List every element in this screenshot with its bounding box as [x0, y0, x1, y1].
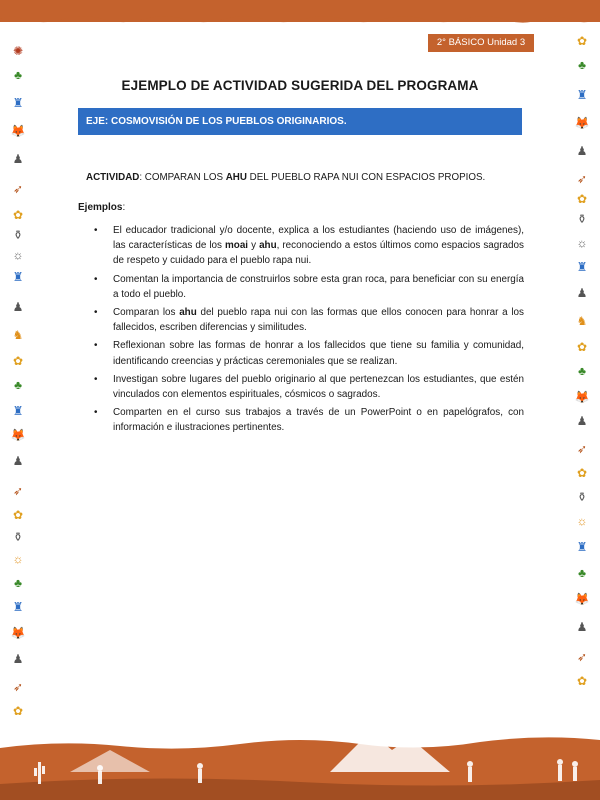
flower-icon: ✿ — [576, 340, 588, 354]
examples-label: Ejemplos — [78, 202, 123, 213]
warrior-icon: ♟ — [12, 152, 24, 166]
person-icon — [97, 765, 103, 771]
top-decorative-bar — [0, 0, 600, 22]
sun-icon: ☼ — [576, 514, 588, 528]
fox-icon: 🦊 — [10, 626, 26, 640]
warrior-icon: ♟ — [12, 454, 24, 468]
flower-icon: ✿ — [12, 208, 24, 222]
list-item-text: Reflexionan sobre las formas de honrar a los fallecidos que tiene su familia y comunidad, identificando creencias y prácticas ceremoniales que se realizan. — [113, 340, 524, 367]
sun-icon: ☼ — [576, 236, 588, 250]
bird-icon: ➶ — [12, 182, 24, 196]
figure-icon: ♣ — [14, 576, 22, 590]
list-item-text: , reconociendo a estos últimos como espacios sagrados de respeto y cuidado para el pueblo rapa nui. — [113, 240, 524, 267]
totem-icon: ♜ — [12, 600, 24, 614]
flower-icon: ✿ — [576, 674, 588, 688]
eje-heading: EJE: COSMOVISIÓN DE LOS PUEBLOS ORIGINARIOS. — [78, 108, 522, 135]
flower-icon: ✿ — [576, 34, 588, 48]
totem-icon: ♜ — [12, 404, 24, 418]
person-body — [558, 765, 562, 781]
bird-icon — [310, 721, 326, 723]
totem-icon: ♜ — [576, 260, 588, 274]
cactus-icon — [38, 762, 41, 784]
bullet-icon: • — [94, 225, 98, 236]
activity-label: ACTIVIDAD — [86, 172, 140, 183]
left-decorative-border — [6, 30, 30, 718]
fox-icon: 🦊 — [574, 592, 590, 606]
person-body — [573, 767, 577, 781]
pot-icon: ⚱ — [12, 228, 24, 242]
list-item — [94, 272, 524, 302]
warrior-icon: ♟ — [12, 300, 24, 314]
list-item-text: y — [248, 240, 260, 252]
llama-icon: ♞ — [576, 314, 588, 328]
sun-icon: ☼ — [12, 552, 24, 566]
totem-icon: ♜ — [576, 540, 588, 554]
flower-icon: ✿ — [12, 508, 24, 522]
fox-icon: 🦊 — [574, 390, 590, 404]
warrior-icon: ♟ — [576, 620, 588, 634]
right-decorative-border — [570, 30, 594, 710]
list-item — [94, 372, 524, 402]
list-item — [94, 338, 524, 368]
warrior-icon: ♟ — [576, 414, 588, 428]
activity-text-after: DEL PUEBLO RAPA NUI CON ESPACIOS PROPIOS. — [246, 172, 486, 183]
list-item-text: Comentan la importancia de construirlos sobre esta gran roca, para beneficiar con su energía a todo el pueblo. — [113, 273, 524, 300]
pot-icon: ⚱ — [576, 490, 588, 504]
fox-icon: 🦊 — [10, 124, 26, 138]
fox-icon: 🦊 — [10, 428, 26, 442]
bullet-icon: • — [94, 373, 98, 385]
list-item-bold: ahu — [259, 240, 277, 252]
list-item — [94, 223, 524, 269]
bird-icon: ➶ — [576, 442, 588, 456]
examples-colon: : — [122, 202, 126, 213]
totem-icon: ♜ — [576, 88, 588, 102]
pot-icon: ⚱ — [12, 530, 24, 544]
cactus-arm — [34, 768, 37, 776]
figure-icon: ♣ — [578, 58, 586, 72]
fox-icon: 🦊 — [574, 116, 590, 130]
grade-unit-badge: 2° BÁSICO Unidad 3 — [428, 34, 534, 52]
page-title: EJEMPLO DE ACTIVIDAD SUGERIDA DEL PROGRAMA — [121, 78, 479, 93]
activity-text-before: : COMPARAN LOS — [139, 172, 226, 183]
totem-icon: ♜ — [12, 96, 24, 110]
list-item — [94, 405, 524, 435]
person-body — [98, 771, 102, 784]
flower-icon: ✿ — [576, 192, 588, 206]
footer-landscape-illustration — [0, 710, 600, 800]
figure-icon: ♣ — [578, 364, 586, 378]
bird-icon: ➶ — [12, 484, 24, 498]
bullet-icon: • — [94, 407, 98, 419]
llama-icon: ♞ — [12, 328, 24, 342]
bird-icon: ➶ — [576, 650, 588, 664]
figure-icon: ♣ — [14, 68, 22, 82]
bullet-icon: • — [94, 340, 98, 352]
figure-icon: ♣ — [14, 378, 22, 392]
flower-icon: ✿ — [12, 704, 24, 718]
activity-line — [86, 172, 485, 183]
bullet-icon: • — [94, 273, 98, 285]
list-item-text: El educador tradicional y/o docente, explica a los estudiantes (haciendo uso de imágenes), las características de los — [113, 225, 524, 252]
sun-icon: ☼ — [12, 248, 24, 262]
warrior-icon: ♟ — [12, 652, 24, 666]
warrior-icon: ♟ — [576, 144, 588, 158]
person-body — [198, 769, 202, 783]
list-item-text: Comparten en el curso sus trabajos a través de un PowerPoint o en papelógrafos, con información e ilustraciones pertinentes. — [113, 407, 524, 434]
person-icon — [557, 759, 563, 765]
totem-icon: ♜ — [12, 270, 24, 284]
list-item — [94, 305, 524, 335]
bullet-icon: • — [94, 307, 98, 319]
activity-bold-word: AHU — [225, 172, 247, 183]
pot-icon: ⚱ — [576, 212, 588, 226]
scalloped-edge — [0, 14, 600, 26]
bird-icon — [280, 730, 300, 732]
list-item-bold: ahu — [179, 307, 197, 319]
list-item-bold: moai — [225, 240, 249, 252]
examples-list — [94, 223, 524, 439]
list-item-text: del pueblo rapa nui con las formas que ellos conocen para honrar a los fallecidos, escriben diferencias y similitudes. — [113, 307, 524, 334]
figure-icon: ♣ — [578, 566, 586, 580]
bird-icon: ➶ — [576, 172, 588, 186]
flower-icon: ✿ — [12, 354, 24, 368]
person-icon — [197, 763, 203, 769]
kultrun-icon: ✺ — [12, 44, 24, 58]
person-body — [468, 767, 472, 782]
flower-icon: ✿ — [576, 466, 588, 480]
bird-icon: ➶ — [12, 680, 24, 694]
list-item-text: Comparan los — [113, 307, 180, 319]
person-icon — [467, 761, 473, 767]
examples-heading — [78, 202, 125, 213]
cactus-arm — [42, 766, 45, 774]
person-icon — [572, 761, 578, 767]
warrior-icon: ♟ — [576, 286, 588, 300]
list-item-text: Investigan sobre lugares del pueblo originario al que pertenezcan los estudiantes, que estén vinculados con elementos espirituales, cósmicos o sagrados. — [113, 373, 524, 401]
